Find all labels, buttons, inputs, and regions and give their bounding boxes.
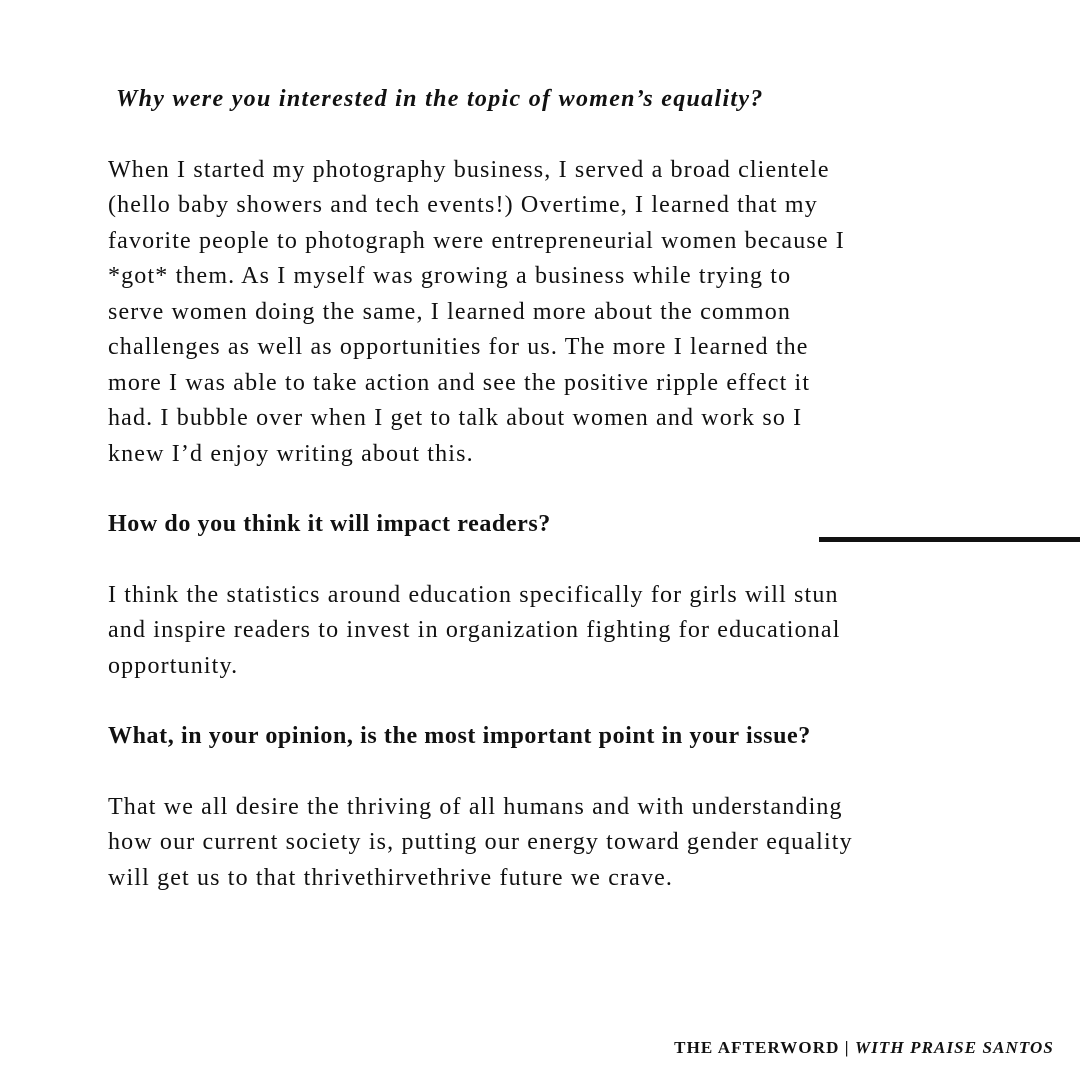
answer-3: That we all desire the thriving of all humans and with understanding how our current society is, putting our energy toward gender equality will get us to that thrivethirvethrive future we crave. [108,793,853,891]
question-2: How do you think it will impact readers? [108,511,551,537]
footer-credit [674,1038,1054,1058]
answer-1: When I started my photography business, I served a broad clientele (hello baby showers and tech events!) Overtime, I learned that my favorite people to photograph were entrepreneurial women because I *got* them. As I myself was growing a business while trying to serve women doing the same, I learned more about the common challenges as well as opportunities for us. The more I learned the more I was able to take action and see the positive ripple effect it had. I bubble over when I get to talk about women and work so I knew I’d enjoy writing about this. [108,156,845,467]
decorative-divider [819,537,1080,542]
question-1: Why were you interested in the topic of women’s equality? [116,86,764,112]
footer-tagline: WITH PRAISE SANTOS [855,1038,1054,1057]
footer-brand: THE AFTERWORD | [674,1038,855,1057]
interview-content [108,82,853,896]
question-3: What, in your opinion, is the most important point in your issue? [108,723,811,749]
answer-2: I think the statistics around education specifically for girls will stun and inspire readers to invest in organization fighting for educational opportunity. [108,581,841,679]
